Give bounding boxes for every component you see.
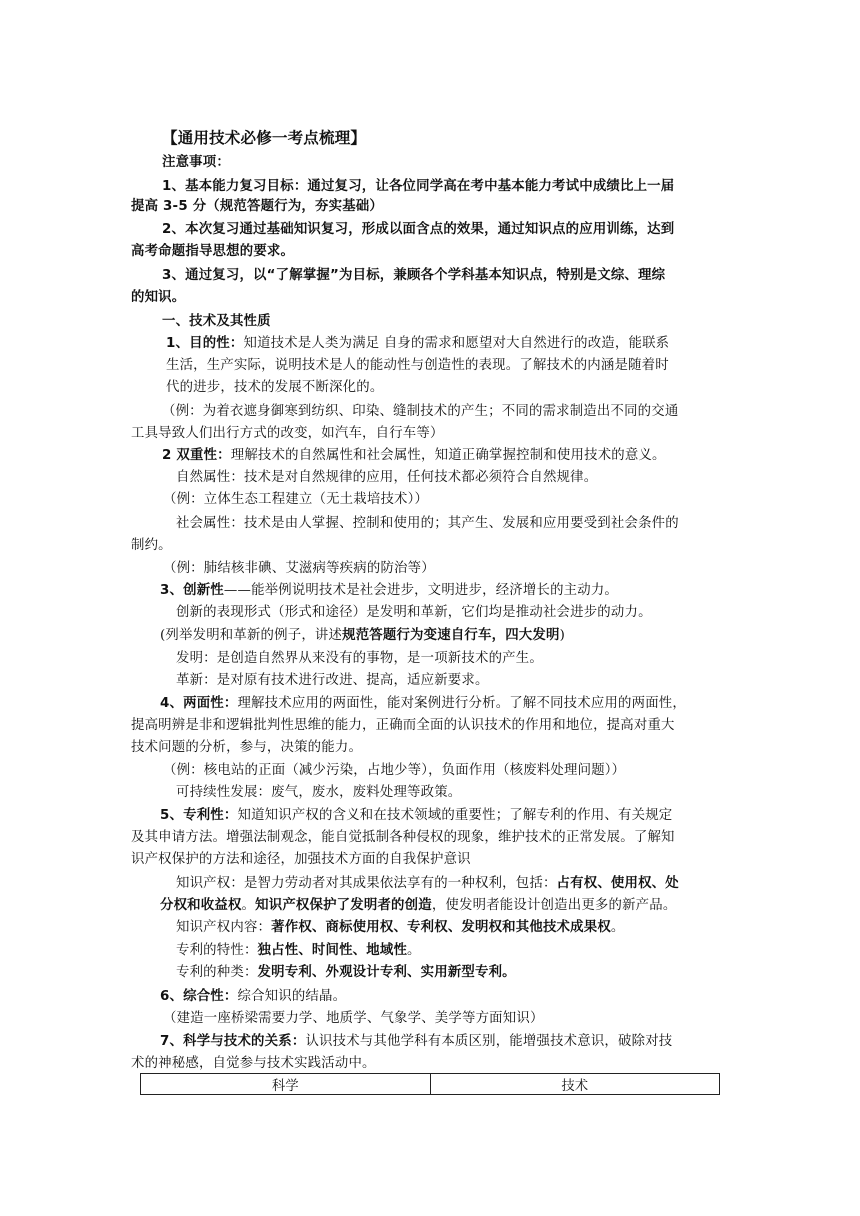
point-3-note-text: (列举发明和革新的例子，讲述 <box>160 628 343 643</box>
point-5-line-3: 识产权保护的方法和途径，加强技术方面的自我保护意识 <box>131 852 471 867</box>
social-attribute-example: （例：肺结核非碘、艾滋病等疾病的防治等） <box>163 561 435 576</box>
point-3-note-end: ) <box>559 628 565 643</box>
point-1-line-2: 生活，生产实际，说明技术是人的能动性与创造性的表现。了解技术的内涵是随着时 <box>166 358 669 373</box>
point-3-line-3 <box>160 627 565 645</box>
ip-rights-list-a: 占有权、使用权、处 <box>556 876 679 891</box>
ip-content-label: 知识产权内容： <box>176 920 272 935</box>
natural-attribute-example: （例：立体生态工程建立（无土栽培技术）） <box>163 492 429 507</box>
point-5-line-1 <box>160 807 672 825</box>
notice-3-line-1: 3、通过复习，以“了解掌握”为目标，兼顾各个学科基本知识点，特别是文综、理综 <box>162 268 666 283</box>
reform-definition: 革新：是对原有技术进行改进、提高，适应新要求。 <box>176 673 489 688</box>
patent-features <box>176 942 421 960</box>
point-4-line-1 <box>160 695 686 713</box>
ip-content-list: 著作权、商标使用权、专利权、发明权和其他技术成果权 <box>271 920 611 935</box>
notice-2-line-2: 高考命题指导思想的要求。 <box>131 244 295 259</box>
point-1-example-line-1: （例：为着衣遮身御寒到纺织、印染、缝制技术的产生；不同的需求制造出不同的交通 <box>162 404 679 419</box>
point-3-line-1 <box>160 582 618 600</box>
patent-kinds-list: 发明专利、外观设计专利、实用新型专利。 <box>257 965 516 980</box>
point-2-label: 2 双重性： <box>162 448 231 463</box>
point-1-label: 1、目的性： <box>166 336 244 351</box>
patent-features-list: 独占性、时间性、地域性 <box>257 943 408 958</box>
point-7-text: 认识技术与其他学科有本质区别，能增强技术意识，破除对技 <box>305 1034 673 1049</box>
document-title: 【通用技术必修一考点梳理】 <box>162 129 367 147</box>
ip-definition-text: 知识产权：是智力劳动者对其成果依法享有的一种权利，包括： <box>176 876 557 891</box>
point-4-line-2: 提高明辨是非和逻辑批判性思维的能力，正确而全面的认识技术的作用和地位，提高对重大 <box>131 718 675 733</box>
ip-protection-bold: 知识产权保护了发明者的创造 <box>255 898 432 913</box>
table-header-science: 科学 <box>141 1074 431 1095</box>
patent-features-end: 。 <box>407 943 421 958</box>
ip-content-end: 。 <box>610 920 625 935</box>
science-technology-table <box>140 1073 720 1095</box>
point-2-text: 理解技术的自然属性和社会属性，知道正确掌握控制和使用技术的意义。 <box>230 448 666 463</box>
point-4-label: 4、两面性： <box>160 696 238 711</box>
point-7-line-1 <box>160 1033 672 1051</box>
point-7-line-2: 术的神秘感，自觉参与技术实践活动中。 <box>131 1056 376 1071</box>
ip-definition-line-1 <box>176 875 679 893</box>
point-6-label: 6、综合性： <box>160 989 238 1004</box>
point-4-line-3: 技术问题的分析，参与，决策的能力。 <box>131 740 363 755</box>
social-attribute-line-1: 社会属性：技术是由人掌握、控制和使用的；其产生、发展和应用要受到社会条件的 <box>176 516 679 531</box>
point-6-text: 综合知识的结晶。 <box>237 989 347 1004</box>
point-1-line-1 <box>166 335 669 353</box>
section-heading: 一、技术及其性质 <box>162 314 271 329</box>
patent-kinds-label: 专利的种类： <box>176 965 258 980</box>
ip-definition-line-2 <box>160 897 676 915</box>
ip-sep: 。 <box>241 898 256 913</box>
invention-definition: 发明：是创造自然界从来没有的事物，是一项新技术的产生。 <box>176 651 543 666</box>
point-6-example: （建造一座桥梁需要力学、地质学、气象学、美学等方面知识） <box>163 1011 544 1026</box>
point-5-text: 知道知识产权的含义和在技术领域的重要性；了解专利的作用、有关规定 <box>237 808 673 823</box>
point-7-label: 7、科学与技术的关系： <box>160 1034 306 1049</box>
sustainable-development: 可持续性发展：废气，废水，废料处理等政策。 <box>176 785 462 800</box>
point-1-example-line-2: 工具导致人们出行方式的改变，如汽车，自行车等） <box>131 426 444 441</box>
point-4-example: （例：核电站的正面（减少污染，占地少等），负面作用（核废料处理问题）） <box>163 763 626 778</box>
point-6-line-1 <box>160 988 346 1006</box>
point-5-line-2: 及其申请方法。增强法制观念，能自觉抵制各种侵权的现象，维护技术的正常发展。了解知 <box>131 830 675 845</box>
notice-1-line-2: 提高 3-5 分（规范答题行为，夯实基础） <box>131 199 383 214</box>
patent-kinds <box>176 964 516 982</box>
table-header-row <box>141 1074 720 1095</box>
table-header-technology: 技术 <box>430 1074 720 1095</box>
point-3-label: 3、创新性 <box>160 583 224 598</box>
point-5-label: 5、专利性： <box>160 808 238 823</box>
point-3-line-2: 创新的表现形式（形式和途径）是发明和革新，它们均是推动社会进步的动力。 <box>176 605 652 620</box>
ip-protection-text: ，使发明者能设计创造出更多的新产品。 <box>431 898 677 913</box>
point-1-line-3: 代的进步，技术的发展不断深化的。 <box>166 380 384 395</box>
point-3-text: ——能举例说明技术是社会进步，文明进步，经济增长的主动力。 <box>223 583 619 598</box>
point-1-text: 知道技术是人类为满足 自身的需求和愿望对大自然进行的改造，能联系 <box>243 336 670 351</box>
patent-features-label: 专利的特性： <box>176 943 258 958</box>
notice-3-line-2: 的知识。 <box>131 290 186 305</box>
point-4-text: 理解技术应用的两面性，能对案例进行分析。了解不同技术应用的两面性， <box>237 696 686 711</box>
social-attribute-line-2: 制约。 <box>131 538 172 553</box>
notice-2-line-1: 2、本次复习通过基础知识复习，形成以面含点的效果，通过知识点的应用训练，达到 <box>162 222 675 237</box>
ip-rights-list-b: 分权和收益权 <box>160 898 242 913</box>
natural-attribute: 自然属性：技术是对自然规律的应用，任何技术都必须符合自然规律。 <box>176 470 598 485</box>
notice-1-line-1: 1、基本能力复习目标：通过复习，让各位同学高在考中基本能力考试中成绩比上一届 <box>162 179 675 194</box>
point-3-note-bold: 规范答题行为变速自行车，四大发明 <box>342 628 560 643</box>
notice-heading: 注意事项： <box>162 155 230 170</box>
ip-content <box>176 919 625 937</box>
point-2-line-1 <box>162 447 666 465</box>
